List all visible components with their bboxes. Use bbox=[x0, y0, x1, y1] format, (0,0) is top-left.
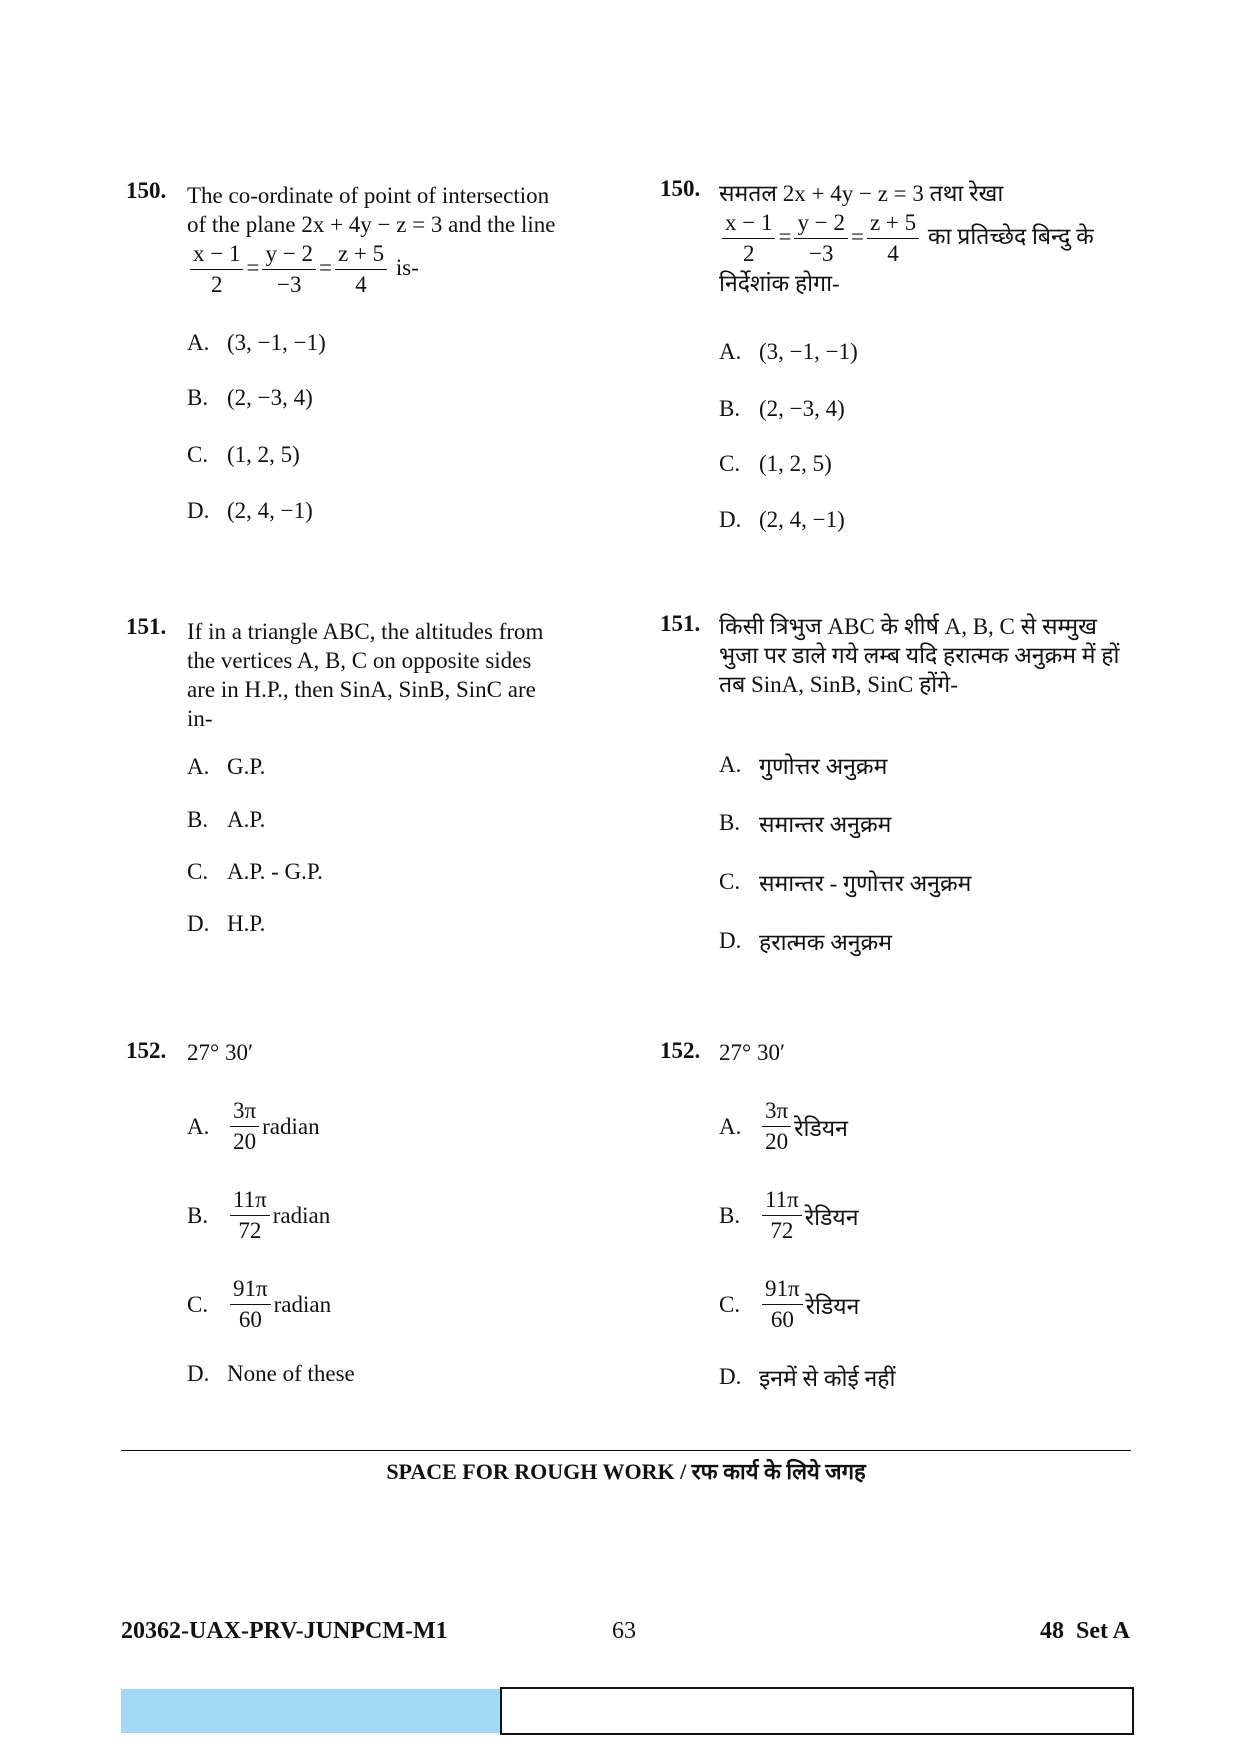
denominator: −3 bbox=[276, 272, 302, 297]
text-run: = bbox=[778, 223, 792, 249]
option-b[interactable] bbox=[187, 807, 265, 833]
option-a[interactable] bbox=[719, 339, 858, 365]
fraction bbox=[762, 1185, 802, 1246]
denominator: 20 bbox=[765, 1129, 789, 1154]
divider-line bbox=[121, 1450, 1131, 1451]
text-run: (1, 2, 5) bbox=[759, 451, 832, 476]
option-a[interactable] bbox=[187, 1096, 320, 1157]
denominator: 2 bbox=[210, 272, 223, 297]
option-d[interactable] bbox=[719, 507, 845, 533]
option-label: D. bbox=[187, 911, 210, 936]
fraction bbox=[230, 1096, 259, 1157]
fraction bbox=[262, 239, 315, 300]
option-label: A. bbox=[187, 1113, 210, 1139]
text-run: A.P. - G.P. bbox=[227, 859, 323, 884]
denominator: 20 bbox=[233, 1129, 257, 1154]
option-label: C. bbox=[719, 869, 741, 894]
blue-bar bbox=[121, 1689, 500, 1733]
denominator: 60 bbox=[770, 1307, 794, 1332]
option-label: C. bbox=[187, 859, 209, 884]
paper-code: 20362-UAX-PRV-JUNPCM-M1 bbox=[121, 1618, 448, 1644]
numerator: x − 1 bbox=[190, 239, 243, 270]
option-label: B. bbox=[719, 810, 741, 835]
denominator: 2 bbox=[742, 241, 755, 266]
text-run: का प्रतिच्छेद बिन्दु के bbox=[922, 223, 1094, 249]
option-a[interactable] bbox=[187, 330, 326, 356]
option-b[interactable] bbox=[187, 385, 313, 411]
option-label: C. bbox=[719, 1291, 741, 1317]
option-label: A. bbox=[187, 754, 210, 779]
numerator: x − 1 bbox=[722, 208, 775, 239]
fraction bbox=[722, 208, 775, 269]
option-label: A. bbox=[187, 330, 210, 355]
option-d[interactable] bbox=[187, 498, 313, 524]
option-label: B. bbox=[719, 396, 741, 421]
text-run: If in a triangle ABC, the altitudes from bbox=[187, 619, 544, 644]
option-b[interactable] bbox=[187, 1185, 330, 1246]
denominator: 72 bbox=[238, 1218, 262, 1243]
option-c[interactable] bbox=[719, 866, 971, 898]
numerator: z + 5 bbox=[335, 239, 387, 270]
text-run: are in H.P., then SinA, SinB, SinC are bbox=[187, 677, 536, 702]
text-run: A.P. bbox=[227, 807, 266, 832]
option-label: D. bbox=[719, 507, 742, 532]
question-number: 150. bbox=[660, 176, 701, 201]
numerator: 3π bbox=[230, 1096, 259, 1127]
text-run: निर्देशांक होगा- bbox=[719, 271, 840, 296]
numerator: 91π bbox=[762, 1274, 803, 1305]
option-c[interactable] bbox=[187, 859, 323, 885]
text-run: radian bbox=[273, 1291, 332, 1317]
rough-work-heading: SPACE FOR ROUGH WORK / रफ कार्य के लिये जगह bbox=[386, 1459, 866, 1484]
text-run: इनमें से कोई नहीं bbox=[759, 1366, 896, 1391]
option-label: B. bbox=[187, 807, 209, 832]
text-run: गुणोत्तर अनुक्रम bbox=[759, 754, 888, 779]
option-label: A. bbox=[719, 1113, 742, 1139]
option-label: D. bbox=[187, 498, 210, 523]
option-b[interactable] bbox=[719, 807, 891, 839]
denominator: 72 bbox=[770, 1218, 794, 1243]
option-d[interactable] bbox=[187, 911, 265, 937]
text-run: (3, −1, −1) bbox=[227, 330, 326, 355]
fraction bbox=[190, 239, 243, 300]
text-run: of the plane 2x + 4y − z = 3 and the line bbox=[187, 212, 556, 237]
text-run: (3, −1, −1) bbox=[759, 339, 858, 364]
option-label: D. bbox=[187, 1361, 210, 1386]
option-c[interactable] bbox=[187, 442, 300, 468]
question-stem bbox=[719, 612, 1119, 699]
fraction bbox=[762, 1274, 803, 1335]
text-run: भुजा पर डाले गये लम्ब यदि हरात्मक अनुक्रम में हों bbox=[719, 643, 1120, 668]
text-run: रेडियन bbox=[804, 1204, 859, 1230]
option-label: B. bbox=[187, 1202, 209, 1228]
option-label: D. bbox=[719, 1364, 742, 1389]
question-number: 151. bbox=[660, 611, 701, 636]
fraction bbox=[230, 1274, 271, 1335]
option-b[interactable] bbox=[719, 396, 845, 422]
fraction bbox=[335, 239, 387, 300]
fraction bbox=[762, 1096, 791, 1157]
text-run: 27° 30′ bbox=[719, 1040, 785, 1065]
option-a[interactable] bbox=[187, 754, 265, 780]
text-run: समतल 2x + 4y − z = 3 तथा रेखा bbox=[719, 181, 1004, 206]
option-label: C. bbox=[187, 442, 209, 467]
text-run: रेडियन bbox=[794, 1115, 848, 1141]
denominator: 60 bbox=[238, 1307, 262, 1332]
question-stem bbox=[719, 179, 1094, 298]
option-label: C. bbox=[719, 451, 741, 476]
text-run: None of these bbox=[227, 1361, 355, 1386]
text-run: समान्तर - गुणोत्तर अनुक्रम bbox=[759, 871, 972, 896]
option-a[interactable] bbox=[719, 1096, 848, 1157]
question-number: 152. bbox=[126, 1038, 167, 1063]
option-c[interactable] bbox=[187, 1274, 331, 1335]
numerator: z + 5 bbox=[867, 208, 919, 239]
text-run: हरात्मक अनुक्रम bbox=[759, 930, 892, 955]
option-label: B. bbox=[719, 1202, 741, 1228]
option-d[interactable] bbox=[719, 925, 892, 957]
text-run: तब SinA, SinB, SinC होंगे- bbox=[719, 672, 958, 697]
empty-box bbox=[500, 1687, 1134, 1735]
text-run: (2, −3, 4) bbox=[227, 385, 313, 410]
text-run: = bbox=[318, 254, 332, 280]
option-label: A. bbox=[719, 752, 742, 777]
option-c[interactable] bbox=[719, 1274, 859, 1335]
page-number: 63 bbox=[612, 1618, 636, 1644]
fraction bbox=[794, 208, 847, 269]
option-label: D. bbox=[719, 928, 742, 953]
text-run: = bbox=[850, 223, 864, 249]
denominator: −3 bbox=[808, 241, 834, 266]
text-run: H.P. bbox=[227, 911, 266, 936]
text-run: radian bbox=[262, 1113, 320, 1139]
text-run: is- bbox=[390, 254, 419, 280]
text-run: रेडियन bbox=[805, 1293, 860, 1319]
option-c[interactable] bbox=[719, 451, 832, 477]
fraction bbox=[230, 1185, 270, 1246]
numerator: 91π bbox=[230, 1274, 271, 1305]
option-b[interactable] bbox=[719, 1185, 859, 1246]
text-run: in- bbox=[187, 706, 213, 731]
text-run: 27° 30′ bbox=[187, 1040, 253, 1065]
option-label: C. bbox=[187, 1291, 209, 1317]
numerator: y − 2 bbox=[262, 239, 315, 270]
option-label: A. bbox=[719, 339, 742, 364]
text-run: the vertices A, B, C on opposite sides bbox=[187, 648, 532, 673]
question-stem bbox=[187, 1038, 253, 1067]
numerator: 11π bbox=[762, 1185, 802, 1216]
text-run: (2, 4, −1) bbox=[227, 498, 313, 523]
numerator: 3π bbox=[762, 1096, 791, 1127]
question-number: 150. bbox=[126, 178, 167, 203]
question-stem bbox=[719, 1038, 785, 1067]
text-run: किसी त्रिभुज ABC के शीर्ष A, B, C से सम्मुख bbox=[719, 614, 1097, 639]
text-run: समान्तर अनुक्रम bbox=[759, 812, 892, 837]
option-label: B. bbox=[187, 385, 209, 410]
text-run: G.P. bbox=[227, 754, 266, 779]
numerator: 11π bbox=[230, 1185, 270, 1216]
text-run: The co-ordinate of point of intersection bbox=[187, 183, 550, 208]
option-d[interactable] bbox=[187, 1361, 355, 1387]
question-stem bbox=[187, 181, 555, 300]
question-number: 151. bbox=[126, 614, 167, 639]
text-run: radian bbox=[272, 1202, 331, 1228]
text-run: = bbox=[246, 254, 260, 280]
option-d[interactable] bbox=[719, 1361, 895, 1393]
numerator: y − 2 bbox=[794, 208, 847, 239]
option-a[interactable] bbox=[719, 749, 887, 781]
denominator: 4 bbox=[887, 241, 899, 266]
fraction bbox=[867, 208, 919, 269]
set-label: 48 Set A bbox=[1040, 1618, 1130, 1644]
question-number: 152. bbox=[660, 1038, 701, 1063]
text-run: (2, −3, 4) bbox=[759, 396, 845, 421]
text-run: (1, 2, 5) bbox=[227, 442, 300, 467]
text-run: (2, 4, −1) bbox=[759, 507, 845, 532]
denominator: 4 bbox=[355, 272, 367, 297]
question-stem bbox=[187, 617, 543, 733]
